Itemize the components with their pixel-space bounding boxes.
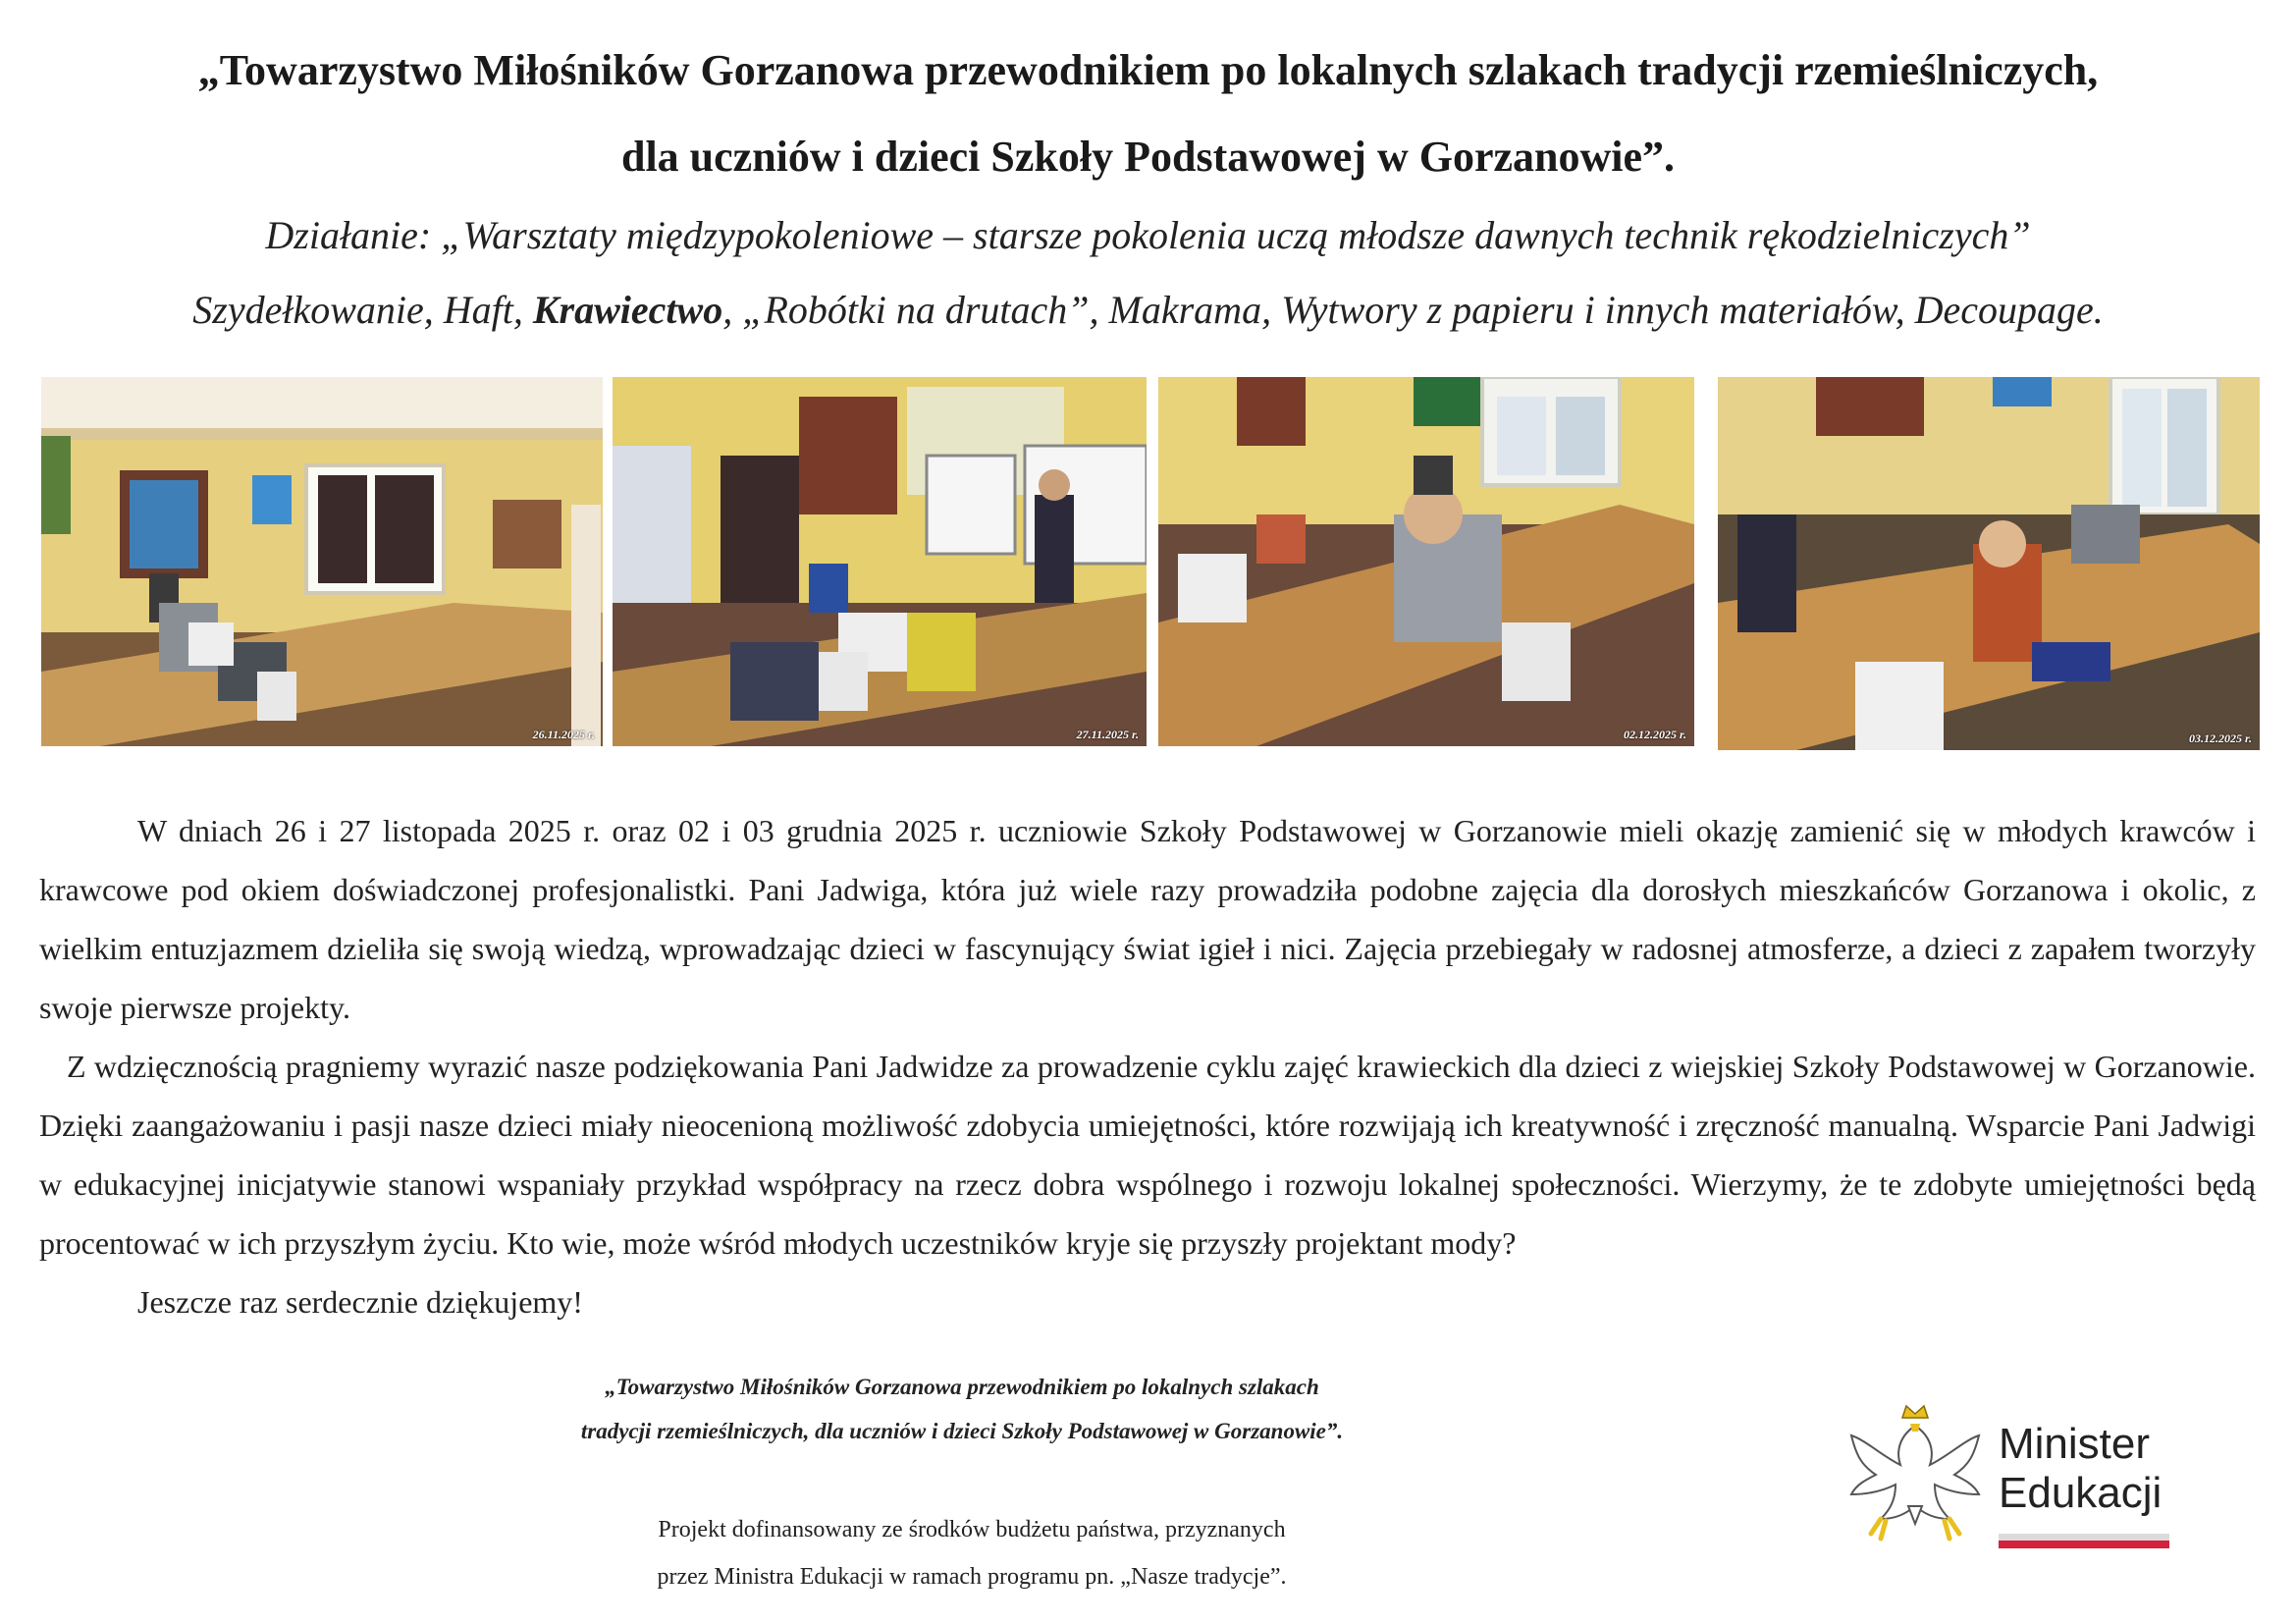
closing-thanks: Jeszcze raz serdecznie dziękujemy!: [137, 1284, 583, 1320]
report-body: [39, 801, 2256, 1331]
classroom-photo-image: [1158, 377, 1694, 746]
photo-2-date: 27.11.2025 r.: [1076, 728, 1139, 741]
photo-3-date: 02.12.2025 r.: [1623, 728, 1686, 741]
project-name-line1: „Towarzystwo Miłośników Gorzanowa przewodnikiem po lokalnych szlakach: [605, 1375, 1319, 1399]
classroom-photo-image: [41, 377, 603, 746]
crafts-after: , „Robótki na drutach”, Makrama, Wytwory z papieru i innych materiałów, Decoupage.: [722, 288, 2104, 332]
report-paragraph-2: Z wdzięcznością pragniemy wyrazić nasze podziękowania Pani Jadwidze za prowadzenie cyklu zajęć krawieckich dla dzieci z wiejskiej Szkoły Podstawowej w Gorzanowie. Dzięki zaangażowaniu i pasji nasze dzieci miały nieocenioną możliwość zdobycia umiejętności, które rozwijają ich kreatywność i zręczność manualną. Wsparcie Pani Jadwigi w edukacyjnej inicjatywie stanowi wspaniały przykład współpracy na rzecz dobra wspólnego i rozwoju lokalnej społeczności. Wierzymy, że te zdobyte umiejętności będą procentować w ich przyszłym życiu. Kto wie, może wśród młodych uczestników kryje się przyszły projektant mody?: [39, 1049, 2256, 1261]
crafts-line: [0, 284, 2296, 337]
classroom-photo-image: [1718, 377, 2260, 750]
workshop-photo-2: [613, 377, 1147, 746]
photo-1-date: 26.11.2025 r.: [532, 728, 595, 741]
funding-line1: Projekt dofinansowany ze środków budżetu państwa, przyznanych: [658, 1517, 1286, 1542]
poster-title-line1: „Towarzystwo Miłośników Gorzanowa przewodnikiem po lokalnych szlakach tradycji rzemieślniczych,: [197, 46, 2099, 94]
crafts-bold: Krawiectwo: [532, 288, 723, 332]
photo-4-date: 03.12.2025 r.: [2188, 731, 2252, 745]
logo-line1: Minister: [1999, 1420, 2151, 1468]
classroom-photo-image: [613, 377, 1147, 746]
action-line: Działanie: „Warsztaty międzypokoleniowe – starsze pokolenia uczą młodsze dawnych technik rękodzielniczych”: [265, 213, 2031, 257]
funding-note: [530, 1506, 1414, 1600]
report-paragraph-1: W dniach 26 i 27 listopada 2025 r. oraz 02 i 03 grudnia 2025 r. uczniowie Szkoły Podstawowej w Gorzanowie mieli okazję zamienić się w młodych krawców i krawcowe pod okiem doświadczonej profesjonalistki. Pani Jadwiga, która już wiele razy prowadziła podobne zajęcia dla dorosłych mieszkańców Gorzanowa i okolic, z wielkim entuzjazmem dzieliła się swoją wiedzą, wprowadzając dzieci w fascynujący świat igieł i nici. Zajęcia przebiegały w radosnej atmosferze, a dzieci z zapałem tworzyły swoje pierwsze projekty.: [39, 813, 2256, 1025]
polish-eagle-emblem-icon: [1842, 1396, 1989, 1553]
poster-title-line2: dla uczniów i dzieci Szkoły Podstawowej w Gorzanowie”.: [620, 133, 1676, 181]
logo-text: [1999, 1420, 2162, 1518]
project-name-footer: [471, 1365, 1453, 1453]
workshop-photo-1: [41, 377, 603, 746]
crafts-before: Szydełkowanie, Haft,: [192, 288, 533, 332]
workshop-photo-3: [1158, 377, 1694, 746]
workshop-photo-4: [1718, 377, 2260, 750]
project-name-line2: tradycji rzemieślniczych, dla uczniów i dzieci Szkoły Podstawowej w Gorzanowie”.: [580, 1419, 1344, 1443]
minister-edukacji-logo: [1842, 1396, 2195, 1553]
funding-line2: przez Ministra Edukacji w ramach programu pn. „Nasze tradycje”.: [657, 1564, 1287, 1590]
flag-white-stripe: [1999, 1534, 2169, 1541]
flag-red-stripe: [1999, 1541, 2169, 1548]
logo-line2: Edukacji: [1999, 1469, 2163, 1517]
